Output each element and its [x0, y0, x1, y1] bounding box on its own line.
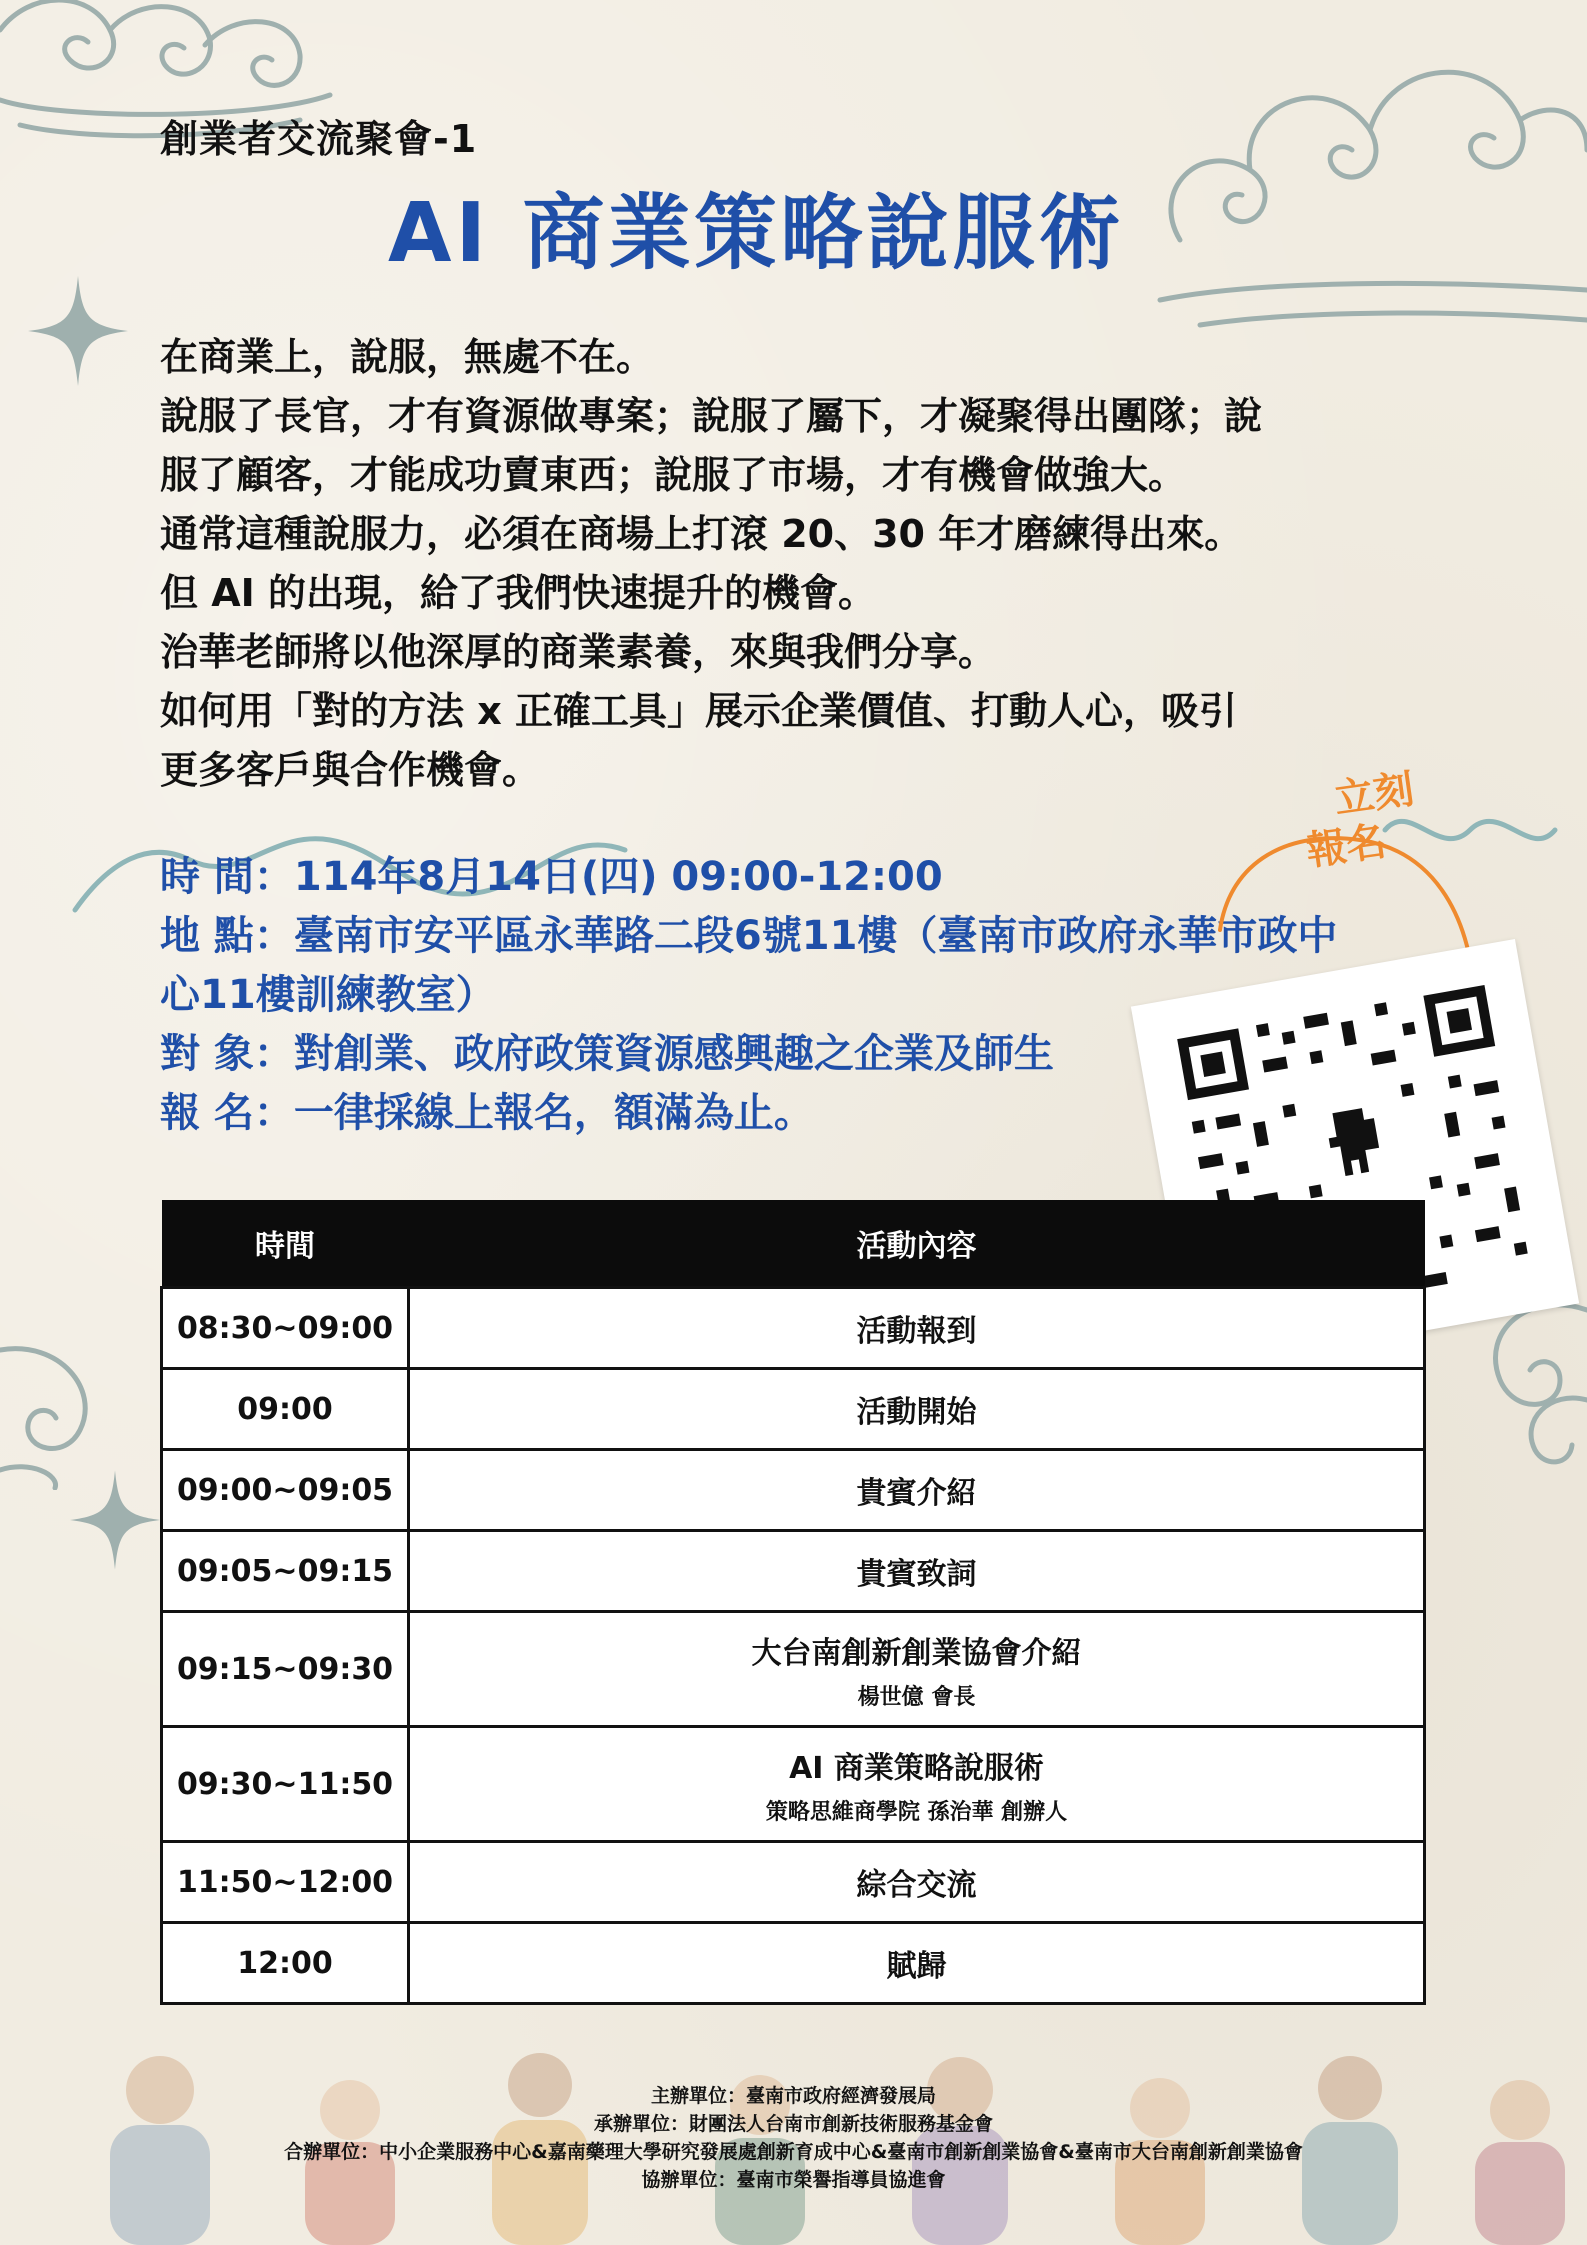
row-content: 貴賓致詞 — [409, 1531, 1425, 1612]
organizers-footer — [0, 2082, 1587, 2194]
intro-text — [160, 328, 1430, 800]
intro-line: 說服了長官，才有資源做專案；說服了屬下，才凝聚得出團隊；說 — [160, 394, 1263, 438]
intro-line: 在商業上，說服，無處不在。 — [160, 335, 655, 379]
intro-line: 通常這種說服力，必須在商場上打滾 20、30 年才磨練得出來。 — [160, 512, 1243, 556]
row-content-cell — [409, 1612, 1425, 1727]
row-content: 綜合交流 — [409, 1842, 1425, 1923]
schedule-table — [160, 1200, 1426, 2005]
table-row — [162, 1612, 1425, 1727]
table-row — [162, 1450, 1425, 1531]
intro-line: 更多客戶與合作機會。 — [160, 748, 541, 792]
row-speaker: 策略思維商學院 孫治華 創辦人 — [765, 1799, 1068, 1825]
intro-line: 如何用「對的方法 x 正確工具」展示企業價值、打動人心，吸引 — [160, 689, 1237, 733]
row-content-cell — [409, 1727, 1425, 1842]
info-registration: 報 名：一律採線上報名，額滿為止。 — [160, 1090, 814, 1136]
sparkle-star-icon — [28, 276, 128, 386]
info-location: 地 點：臺南市安平區永華路二段6號11樓（臺南市政府永華市政中 — [160, 913, 1338, 959]
row-time: 09:30~11:50 — [162, 1727, 409, 1842]
intro-line: 服了顧客，才能成功賣東西；說服了市場，才有機會做強大。 — [160, 453, 1187, 497]
column-header-time: 時間 — [162, 1200, 409, 1288]
event-subtitle: 創業者交流聚會-1 — [160, 117, 478, 161]
info-time: 時 間：114年8月14日(四) 09:00-12:00 — [160, 854, 943, 900]
organizer-line: 合辦單位：中小企業服務中心&嘉南藥理大學研究發展處創新育成中心&臺南市創新創業協會&臺南市大台南創新創業協會 — [284, 2141, 1303, 2163]
info-audience: 對 象：對創業、政府政策資源感興趣之企業及師生 — [160, 1031, 1054, 1077]
intro-line: 但 AI 的出現，給了我們快速提升的機會。 — [160, 571, 877, 615]
row-content: 賦歸 — [409, 1923, 1425, 2004]
table-row — [162, 1369, 1425, 1450]
row-time: 09:00 — [162, 1369, 409, 1450]
organizer-line: 承辦單位：財團法人台南市創新技術服務基金會 — [593, 2113, 993, 2135]
cloud-swirl-top-right-icon — [1140, 40, 1587, 340]
row-speaker: 楊世億 會長 — [857, 1684, 976, 1710]
table-row — [162, 1531, 1425, 1612]
row-content: AI 商業策略說服術 — [789, 1750, 1044, 1786]
cta-line: 報名 — [1303, 818, 1390, 875]
intro-line: 治華老師將以他深厚的商業素養，來與我們分享。 — [160, 630, 997, 674]
row-content: 活動開始 — [409, 1369, 1425, 1450]
row-content: 大台南創新創業協會介紹 — [751, 1635, 1082, 1671]
table-row — [162, 1923, 1425, 2004]
event-title: AI 商業策略說服術 — [388, 186, 1125, 281]
cta-line: 立刻 — [1331, 766, 1417, 824]
table-row — [162, 1842, 1425, 1923]
row-time: 09:00~09:05 — [162, 1450, 409, 1531]
row-time: 12:00 — [162, 1923, 409, 2004]
info-location-cont: 心11樓訓練教室） — [160, 972, 496, 1018]
column-header-content: 活動內容 — [409, 1200, 1425, 1288]
row-time: 09:05~09:15 — [162, 1531, 409, 1612]
organizer-line: 主辦單位：臺南市政府經濟發展局 — [650, 2085, 936, 2107]
organizer-line: 協辦單位：臺南市榮譽指導員協進會 — [641, 2169, 946, 2191]
table-row — [162, 1727, 1425, 1842]
row-content: 貴賓介紹 — [409, 1450, 1425, 1531]
table-row — [162, 1288, 1425, 1369]
row-content: 活動報到 — [409, 1288, 1425, 1369]
row-time: 08:30~09:00 — [162, 1288, 409, 1369]
row-time: 09:15~09:30 — [162, 1612, 409, 1727]
cloud-swirl-left-icon — [0, 1330, 120, 1490]
row-time: 11:50~12:00 — [162, 1842, 409, 1923]
